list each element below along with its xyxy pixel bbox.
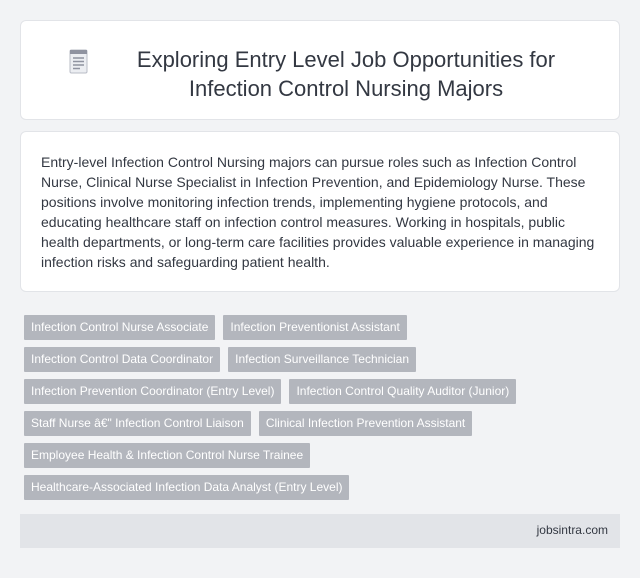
job-tag[interactable]: Infection Prevention Coordinator (Entry Level) <box>24 379 281 404</box>
page-title-line1: Exploring Entry Level Job Opportunities for <box>136 47 556 72</box>
footer <box>20 514 620 548</box>
job-tag[interactable]: Clinical Infection Prevention Assistant <box>259 411 472 436</box>
job-tag[interactable]: Healthcare-Associated Infection Data Analyst (Entry Level) <box>24 475 349 500</box>
job-tags <box>24 315 604 507</box>
job-tag[interactable]: Infection Control Quality Auditor (Junior) <box>289 379 516 404</box>
job-tag[interactable]: Employee Health & Infection Control Nurse Trainee <box>24 443 310 468</box>
title-card <box>20 20 620 120</box>
intro-paragraph: Entry-level Infection Control Nursing majors can pursue roles such as Infection Control Nurse, Clinical Nurse Specialist in Infection Prevention, and Epidemiology Nurse. These positions involve monitoring infection trends, implementing hygiene protocols, and educating healthcare staff on infection control measures. Working in hospitals, public health departments, or long-term care facilities provides valuable experience in managing infection risks and safeguarding patient health. <box>41 154 595 270</box>
footer-site-link[interactable]: jobsintra.com <box>536 523 608 537</box>
intro-card <box>20 131 620 292</box>
job-tag[interactable]: Infection Preventionist Assistant <box>223 315 406 340</box>
job-tag[interactable]: Infection Control Data Coordinator <box>24 347 220 372</box>
document-icon <box>68 49 90 75</box>
job-tag[interactable]: Infection Surveillance Technician <box>228 347 416 372</box>
job-tag[interactable]: Staff Nurse â€" Infection Control Liaison <box>24 411 251 436</box>
page-title <box>120 45 572 103</box>
job-tag[interactable]: Infection Control Nurse Associate <box>24 315 215 340</box>
page-title-line2: Infection Control Nursing Majors <box>188 76 504 101</box>
